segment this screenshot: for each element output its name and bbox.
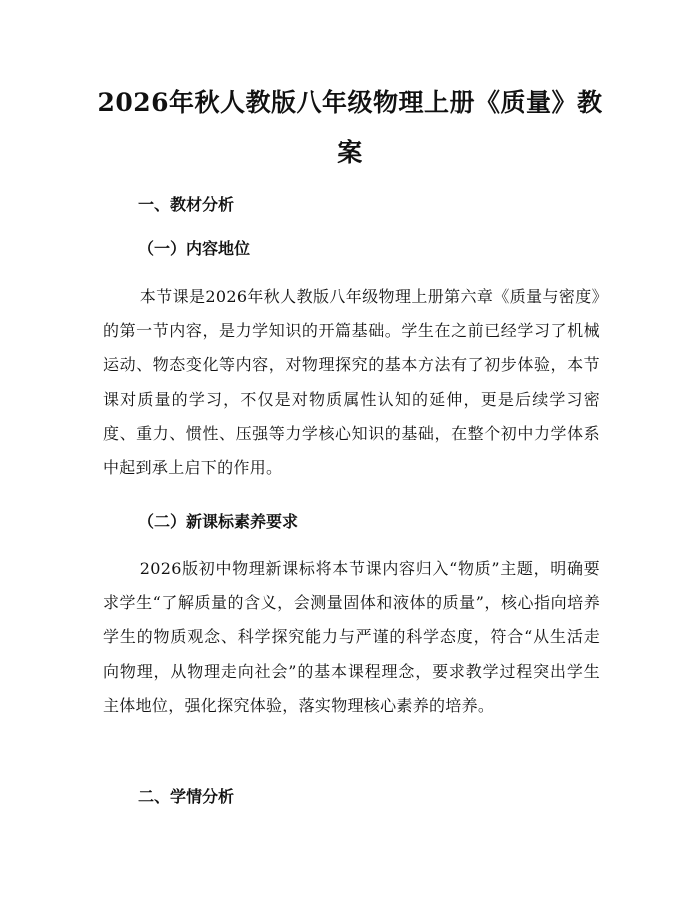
paragraph-curriculum-requirements: 2026版初中物理新课标将本节课内容归入“物质”主题，明确要求学生“了解质量的含义，会测量固体和液体的质量”，核心指向培养学生的物质观念、科学探究能力与严谨的科学态度，符合“从生活走向物理，从物理走向社会”的基本课程理念，要求教学过程突出学生主体地位，强化探究体验，落实物理核心素养的培养。 — [103, 559, 600, 715]
subsection-heading-curriculum-requirements: （二）新课标素养要求 — [138, 512, 299, 531]
subsection-heading-content-position: （一）内容地位 — [138, 239, 251, 258]
section-heading-textbook-analysis: 一、教材分析 — [138, 195, 235, 214]
section-heading-learner-analysis: 二、学情分析 — [138, 787, 235, 806]
document-title: 2026年秋人教版八年级物理上册《质量》教案 — [97, 88, 603, 167]
paragraph-content-position: 本节课是2026年秋人教版八年级物理上册第六章《质量与密度》的第一节内容，是力学知识的开篇基础。学生在之前已经学习了机械运动、物态变化等内容，对物理探究的基本方法有了初步体验，本节课对质量的学习，不仅是对物质属性认知的延伸，更是后续学习密度、重力、惯性、压强等力学核心知识的基础，在整个初中力学体系中起到承上启下的作用。 — [103, 287, 600, 478]
